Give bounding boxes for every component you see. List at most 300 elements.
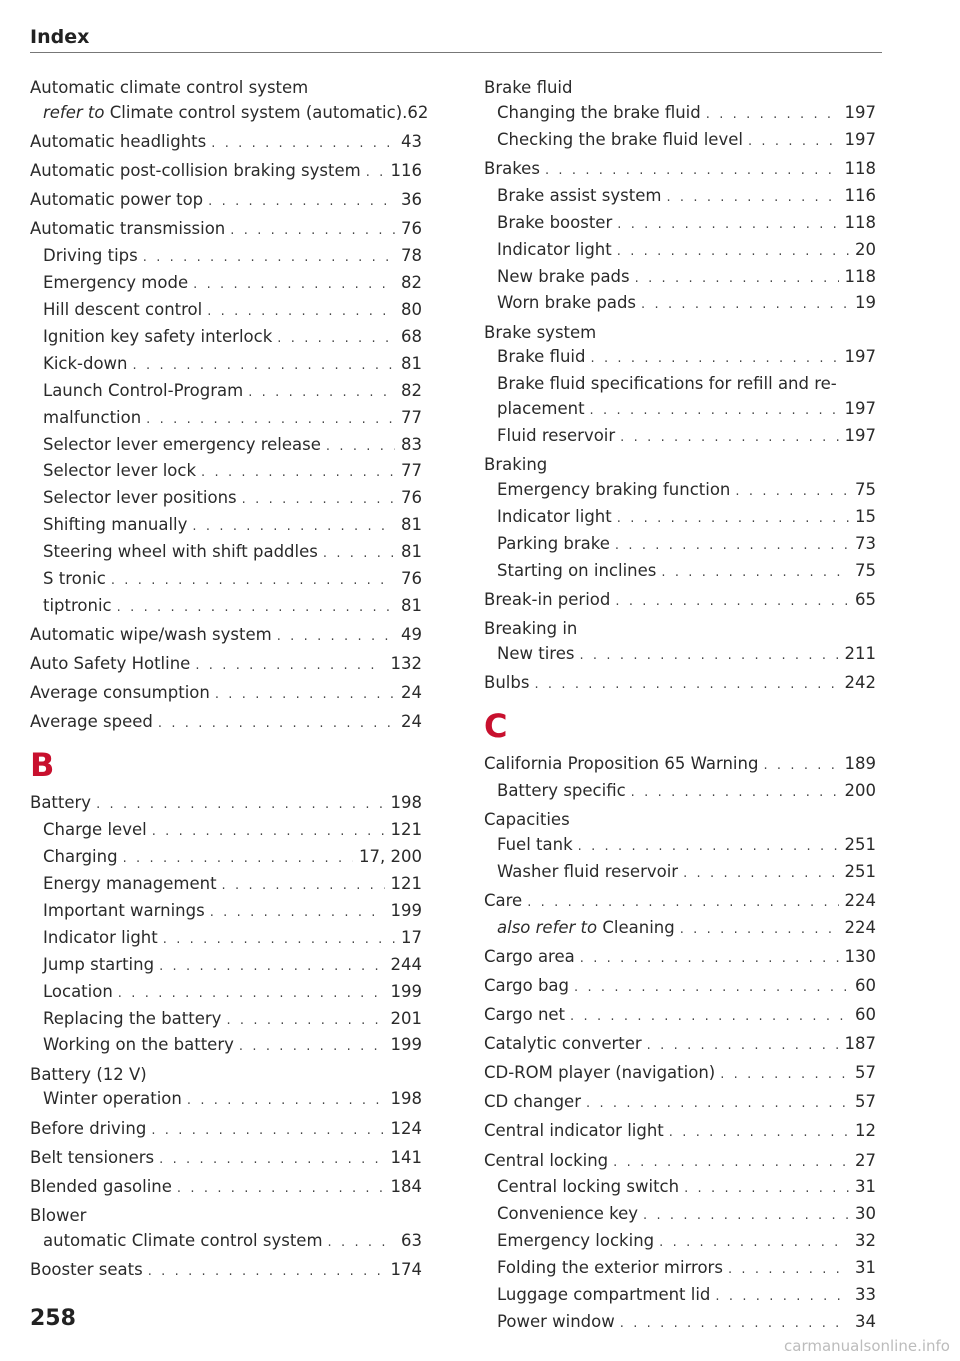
entry-text: Indicator light <box>497 239 612 259</box>
entry-term <box>497 345 586 370</box>
entry-term <box>43 352 128 377</box>
entry-text: Steering wheel with shift paddles <box>43 542 318 562</box>
entry-text: Launch Control-Program <box>43 380 244 400</box>
page-reference: 80 <box>401 300 422 319</box>
entry-term <box>497 478 730 503</box>
dot-leader <box>574 976 849 1001</box>
dot-leader <box>230 219 395 244</box>
entry-text: tiptronic <box>43 595 112 615</box>
index-subentry <box>30 1007 422 1034</box>
entry-term <box>497 424 615 449</box>
index-subentry <box>30 486 422 513</box>
index-entry <box>30 159 422 186</box>
entry-text: Automatic headlights <box>30 132 207 151</box>
index-subentry <box>30 298 422 325</box>
dot-leader <box>570 1005 849 1030</box>
entry-text: Automatic power top <box>30 190 204 210</box>
page-reference: 60 <box>855 1005 876 1025</box>
page-reference: 82 <box>401 273 422 293</box>
cross-reference-label: refer to <box>43 102 105 122</box>
index-subentry <box>30 271 422 298</box>
dot-leader <box>366 161 385 186</box>
page-reference: 30 <box>855 1204 876 1224</box>
entry-text: Important warnings <box>43 900 205 920</box>
index-subentry <box>30 101 429 128</box>
entry-text: Bulbs <box>484 673 530 693</box>
entry-term <box>497 779 626 804</box>
dot-leader <box>210 901 385 926</box>
entry-term <box>484 1061 715 1086</box>
dot-leader <box>277 625 395 650</box>
page-reference: 201 <box>390 1008 422 1028</box>
dot-leader <box>613 1151 849 1176</box>
dot-leader <box>586 1092 849 1117</box>
entry-text: S tronic <box>43 569 106 589</box>
index-subentry <box>30 926 422 953</box>
entry-text: Braking <box>484 455 548 475</box>
dot-leader <box>215 683 395 708</box>
dot-leader <box>159 1148 384 1173</box>
page-reference: 174 <box>390 1259 422 1279</box>
index-subentry <box>484 211 876 238</box>
entry-term <box>43 271 188 296</box>
entry-text: Cargo net <box>484 1005 566 1025</box>
entry-text: Brake fluid <box>497 347 586 367</box>
dot-leader <box>159 955 384 980</box>
page-reference: 244 <box>390 954 422 974</box>
page-reference: 187 <box>844 1034 876 1054</box>
entry-text: Checking the brake fluid level <box>497 129 743 149</box>
entry-term <box>484 76 573 101</box>
page-reference: 83 <box>401 434 422 454</box>
index-subentry <box>484 372 876 397</box>
page-reference: 184 <box>390 1176 422 1196</box>
entry-term <box>30 130 206 155</box>
page-reference: 43 <box>401 132 422 151</box>
dot-leader <box>117 596 395 621</box>
page-header-title: Index <box>30 26 90 48</box>
entry-term <box>484 453 547 478</box>
watermark: carmanualsonline.info <box>784 1337 950 1355</box>
entry-term <box>497 916 675 941</box>
entry-term <box>484 1149 608 1174</box>
dot-leader <box>163 928 395 953</box>
page-reference: 75 <box>855 480 876 500</box>
dot-leader <box>620 1312 849 1337</box>
entry-term <box>43 325 272 350</box>
page-reference: 224 <box>844 890 876 910</box>
entry-term <box>497 1310 615 1335</box>
entry-text: Fluid reservoir <box>497 426 616 446</box>
dot-leader <box>118 982 385 1007</box>
dot-leader <box>187 1089 385 1114</box>
dot-leader <box>580 947 839 972</box>
dot-leader <box>226 1009 384 1034</box>
index-entry <box>484 889 876 916</box>
entry-text: CD changer <box>484 1092 581 1112</box>
entry-text: Selector lever lock <box>43 461 197 481</box>
page-reference: 77 <box>401 407 422 427</box>
entry-term <box>484 1090 581 1115</box>
index-subentry <box>484 642 876 669</box>
index-subentry <box>30 818 422 845</box>
dot-leader <box>242 488 395 513</box>
index-entry <box>484 1003 876 1030</box>
index-subentry <box>484 1202 876 1229</box>
index-subentry <box>30 1033 422 1060</box>
entry-text: Selector lever emergency release <box>43 434 321 454</box>
entry-term <box>484 974 569 999</box>
entry-term <box>43 459 196 484</box>
index-entry <box>484 157 876 184</box>
index-subentry <box>484 1256 876 1283</box>
dot-leader <box>151 1119 384 1144</box>
page-reference: 31 <box>855 1177 876 1197</box>
entry-term <box>43 101 402 126</box>
index-entry <box>484 1149 876 1176</box>
entry-text: Washer fluid reservoir <box>497 861 679 881</box>
page-reference: 81 <box>401 595 422 615</box>
dot-leader <box>534 673 838 698</box>
dot-leader <box>590 399 839 424</box>
page-reference: 121 <box>390 873 422 893</box>
entry-text: Battery (12 V) <box>30 1064 147 1084</box>
dot-leader <box>763 754 838 779</box>
index-entry <box>30 791 422 818</box>
page-reference: 24 <box>401 712 422 732</box>
entry-text: Catalytic converter <box>484 1034 642 1054</box>
page-reference: 63 <box>401 1230 422 1250</box>
dot-leader <box>578 835 839 860</box>
entry-text: Cargo area <box>484 946 575 966</box>
dot-leader <box>669 1121 849 1146</box>
entry-text: Blower <box>30 1205 87 1225</box>
entry-text: Belt tensioners <box>30 1147 155 1167</box>
page-reference: 118 <box>844 158 876 178</box>
entry-text: Average speed <box>30 712 153 732</box>
entry-text: Charge level <box>43 820 147 840</box>
entry-term <box>497 1175 679 1200</box>
entry-text: Central locking switch <box>497 1177 680 1197</box>
entry-term <box>43 872 217 897</box>
index-subentry <box>484 916 876 943</box>
entry-term <box>484 321 596 346</box>
entry-text: Before driving <box>30 1118 147 1138</box>
entry-term <box>43 540 318 565</box>
index-entry <box>484 617 876 642</box>
page-reference: 15 <box>855 507 876 527</box>
entry-text: Replacing the battery <box>43 1008 222 1028</box>
page-reference: 199 <box>390 981 422 1001</box>
entry-text: Kick-down <box>43 353 128 373</box>
page-reference: 68 <box>401 326 422 346</box>
entry-text: California Proposition 65 Warning <box>484 753 759 773</box>
entry-term <box>497 372 837 397</box>
entry-text: Power window <box>497 1311 615 1331</box>
header-rule <box>30 52 882 53</box>
dot-leader <box>735 480 849 505</box>
index-entry <box>30 681 422 708</box>
entry-term <box>497 833 573 858</box>
page-reference: 224 <box>844 917 876 937</box>
dot-leader <box>715 1285 849 1310</box>
dot-leader <box>684 1177 849 1202</box>
dot-leader <box>239 1035 385 1060</box>
entry-term <box>43 433 321 458</box>
dot-leader <box>683 862 838 887</box>
page-reference: 197 <box>844 102 876 122</box>
index-subentry <box>30 244 422 271</box>
index-subentry <box>484 184 876 211</box>
page-reference: 81 <box>401 542 422 562</box>
dot-leader <box>123 847 353 872</box>
index-entry <box>30 188 422 215</box>
dot-leader <box>323 542 395 567</box>
page-number: 258 <box>30 1306 76 1331</box>
entry-text: Central indicator light <box>484 1121 664 1141</box>
entry-text: Blended gasoline <box>30 1176 172 1196</box>
dot-leader <box>635 267 839 292</box>
entry-text: Location <box>43 981 113 1001</box>
entry-term <box>30 710 153 735</box>
index-entry <box>30 1063 422 1088</box>
dot-leader <box>661 561 849 586</box>
entry-text: Jump starting <box>43 954 155 974</box>
entry-text: New tires <box>497 643 575 663</box>
entry-term <box>484 588 610 613</box>
entry-term <box>484 1119 664 1144</box>
index-entry <box>484 321 876 346</box>
dot-leader <box>207 300 395 325</box>
entry-term <box>30 652 190 677</box>
index-entry <box>484 588 876 615</box>
dot-leader <box>591 347 839 372</box>
dot-leader <box>615 590 849 615</box>
entry-text: Parking brake <box>497 533 610 553</box>
page-reference: 57 <box>855 1092 876 1112</box>
entry-text: Automatic post-collision braking system <box>30 161 361 181</box>
dot-leader <box>617 213 838 238</box>
dot-leader <box>647 1034 839 1059</box>
index-subentry <box>484 478 876 505</box>
entry-text: CD-ROM player (navigation) <box>484 1063 716 1083</box>
entry-term <box>43 926 158 951</box>
index-subentry <box>484 532 876 559</box>
entry-term <box>497 128 743 153</box>
entry-text: Brake system <box>484 322 597 342</box>
entry-term <box>484 945 575 970</box>
entry-term <box>484 671 529 696</box>
index-subentry <box>30 540 422 567</box>
index-subentry <box>30 352 422 379</box>
entry-text: Charging <box>43 847 118 867</box>
entry-term <box>30 1204 86 1229</box>
entry-text: Driving tips <box>43 246 138 266</box>
page-reference: 82 <box>401 380 422 400</box>
index-subentry <box>30 406 422 433</box>
entry-term <box>484 617 577 642</box>
entry-text: Breaking in <box>484 619 578 639</box>
entry-text: automatic Climate control system <box>43 1230 323 1250</box>
dot-leader <box>277 327 395 352</box>
index-entry <box>30 76 422 101</box>
index-subentry <box>484 424 876 451</box>
entry-text: Automatic transmission <box>30 219 226 239</box>
index-subentry <box>30 594 422 621</box>
entry-term <box>497 642 574 667</box>
dot-leader <box>328 1231 395 1256</box>
page-reference: 118 <box>844 266 876 286</box>
entry-term <box>43 567 106 592</box>
entry-term <box>497 860 678 885</box>
dot-leader <box>617 240 849 265</box>
index-subentry <box>30 899 422 926</box>
entry-term <box>30 681 210 706</box>
dot-leader <box>631 781 839 806</box>
section-letter: C <box>484 706 508 745</box>
index-column-right <box>484 76 876 1337</box>
entry-term <box>484 752 758 777</box>
entry-text: Care <box>484 890 523 910</box>
index-column-left <box>30 76 429 1285</box>
entry-text: Working on the battery <box>43 1035 234 1055</box>
entry-term <box>43 845 118 870</box>
page-reference: 132 <box>390 654 422 674</box>
dot-leader <box>659 1231 849 1256</box>
index-entry <box>30 1146 422 1173</box>
dot-leader <box>527 891 838 916</box>
dot-leader <box>193 273 395 298</box>
page-reference: 121 <box>390 820 422 840</box>
page-reference: 31 <box>855 1258 876 1278</box>
entry-text: Fuel tank <box>497 834 573 854</box>
entry-term <box>43 379 243 404</box>
index-entry <box>484 1061 876 1088</box>
index-entry <box>484 453 876 478</box>
dot-leader <box>208 190 395 215</box>
page-reference: 116 <box>390 161 422 181</box>
index-subentry <box>30 1087 422 1114</box>
entry-term <box>43 1087 182 1112</box>
dot-leader <box>620 426 838 451</box>
entry-text: Luggage compartment lid <box>497 1285 711 1305</box>
entry-text: placement <box>497 399 585 419</box>
entry-term <box>484 889 522 914</box>
entry-term <box>43 1229 323 1254</box>
index-subentry <box>30 872 422 899</box>
entry-text: Starting on inclines <box>497 560 657 580</box>
page-reference: 12 <box>855 1121 876 1141</box>
page-reference: 77 <box>401 461 422 481</box>
page-reference: 65 <box>855 589 876 609</box>
index-subentry <box>30 845 422 872</box>
index-subentry <box>484 397 876 424</box>
index-subentry <box>30 953 422 980</box>
entry-term <box>30 188 203 213</box>
dot-leader <box>158 712 395 737</box>
index-subentry <box>484 1229 876 1256</box>
index-subentry <box>484 1175 876 1202</box>
entry-text: Shifting manually <box>43 515 188 535</box>
dot-leader <box>152 820 385 845</box>
entry-term <box>484 808 570 833</box>
entry-term <box>497 532 610 557</box>
index-entry <box>484 945 876 972</box>
entry-text: Automatic climate control system <box>30 78 309 97</box>
index-entry <box>30 652 422 679</box>
page-reference: 199 <box>390 900 422 920</box>
index-entry <box>30 217 422 244</box>
entry-term <box>497 1229 654 1254</box>
entry-text: Selector lever positions <box>43 488 237 508</box>
index-entry <box>484 1119 876 1146</box>
page-reference: 251 <box>844 861 876 881</box>
index-subentry <box>484 833 876 860</box>
page-reference: 49 <box>401 625 422 645</box>
dot-leader <box>720 1063 849 1088</box>
dot-leader <box>195 654 384 679</box>
page-reference: 81 <box>401 353 422 373</box>
dot-leader <box>222 874 385 899</box>
entry-text: Emergency locking <box>497 1231 655 1251</box>
dot-leader <box>617 507 849 532</box>
entry-text: malfunction <box>43 407 142 427</box>
entry-term <box>30 1258 143 1283</box>
entry-text: Worn brake pads <box>497 293 637 313</box>
page-reference: 197 <box>844 129 876 149</box>
page-reference: 197 <box>844 347 876 367</box>
entry-term <box>43 594 112 619</box>
index-subentry <box>484 559 876 586</box>
page-reference: 198 <box>390 793 422 813</box>
entry-term <box>497 101 701 126</box>
page-reference: 198 <box>390 1089 422 1109</box>
dot-leader <box>643 1204 849 1229</box>
page-reference: 130 <box>844 946 876 966</box>
entry-text: Break-in period <box>484 589 611 609</box>
page-reference: 81 <box>401 515 422 535</box>
page-reference: 60 <box>855 975 876 995</box>
index-subentry <box>484 1310 876 1337</box>
entry-text: Average consumption <box>30 683 210 703</box>
page-reference: 36 <box>401 190 422 210</box>
page-reference: 57 <box>855 1063 876 1083</box>
entry-term <box>497 265 630 290</box>
entry-text: Convenience key <box>497 1204 638 1224</box>
page-reference: 251 <box>844 834 876 854</box>
section-letter: B <box>30 746 55 785</box>
index-subentry <box>30 379 422 406</box>
index-entry <box>30 623 422 650</box>
index-entry <box>484 1090 876 1117</box>
entry-term <box>484 1032 642 1057</box>
entry-text: Changing the brake fluid <box>497 102 701 122</box>
entry-term <box>43 953 154 978</box>
cross-reference-label: also refer to <box>497 917 598 937</box>
index-subentry <box>484 860 876 887</box>
index-subentry <box>30 325 422 352</box>
index-subentry <box>30 433 422 460</box>
entry-term <box>497 397 585 422</box>
entry-text: Energy management <box>43 873 217 893</box>
index-subentry <box>30 459 422 486</box>
index-entry <box>30 130 422 157</box>
entry-term <box>497 211 612 236</box>
page-reference: 124 <box>390 1118 422 1138</box>
entry-text: Battery <box>30 793 92 813</box>
index-subentry <box>484 505 876 532</box>
entry-term <box>497 505 612 530</box>
